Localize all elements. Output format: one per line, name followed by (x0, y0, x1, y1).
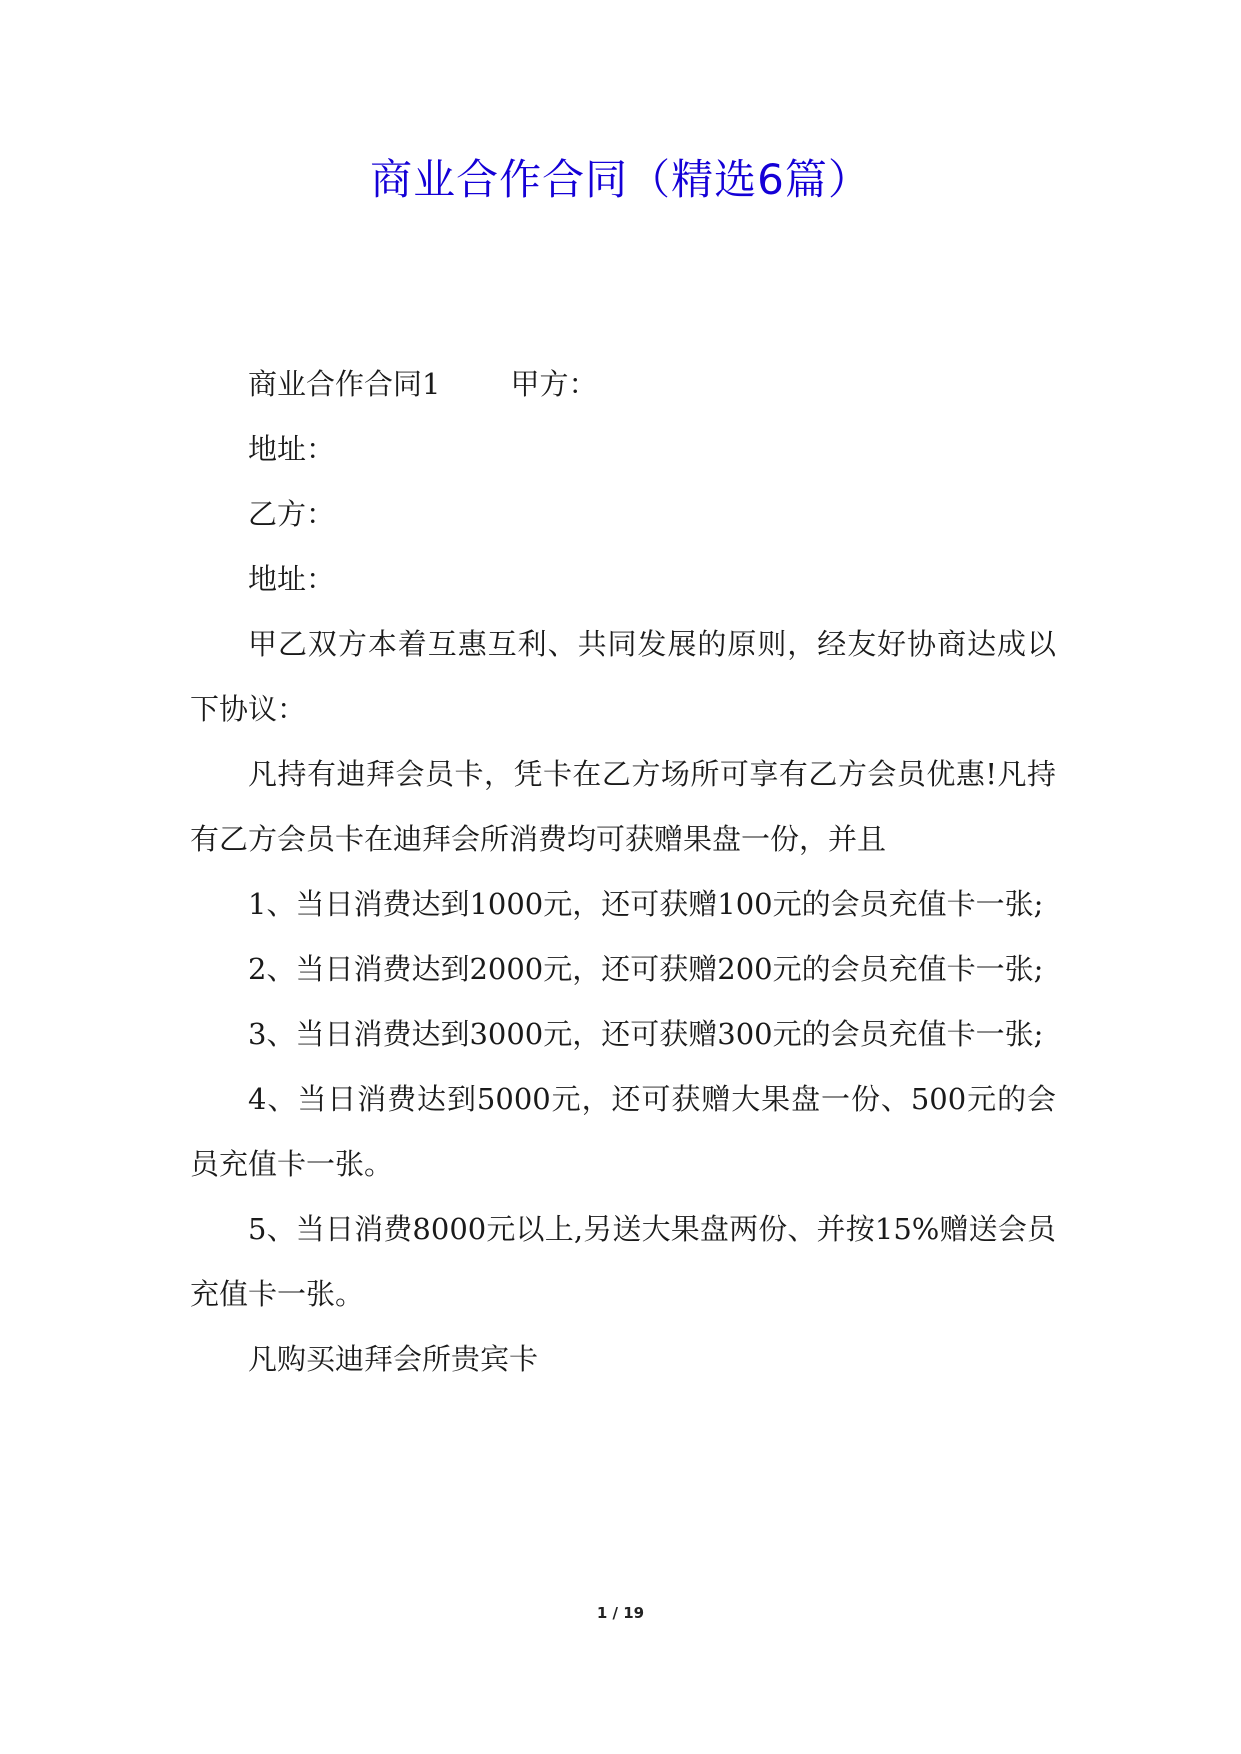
document-body (190, 352, 1056, 1392)
contract-heading-line (190, 352, 1056, 417)
clause-3: 3、当日消费达到3000元，还可获赠300元的会员充值卡一张; (248, 1017, 1044, 1051)
document-title: 商业合作合同（精选6篇） (370, 155, 871, 204)
party-a-label: 甲方： (510, 367, 598, 401)
member-benefit-paragraph: 凡持有迪拜会员卡，凭卡在乙方场所可享有乙方会员优惠!凡持有乙方会员卡在迪拜会所消费均可获赠果盘一份，并且 (190, 757, 1056, 856)
vip-card-paragraph: 凡购买迪拜会所贵宾卡 (248, 1342, 539, 1376)
party-a-address: 地址： (248, 432, 336, 466)
agreement-intro: 甲乙双方本着互惠互利、共同发展的原则，经友好协商达成以下协议： (190, 627, 1056, 726)
clause-1: 1、当日消费达到1000元，还可获赠100元的会员充值卡一张; (248, 887, 1044, 921)
party-b-address: 地址： (248, 562, 336, 596)
contract-number-label: 商业合作合同1 (248, 367, 441, 401)
clause-5: 5、当日消费8000元以上,另送大果盘两份、并按15%赠送会员充值卡一张。 (190, 1212, 1056, 1311)
clause-4: 4、当日消费达到5000元，还可获赠大果盘一份、500元的会员充值卡一张。 (190, 1082, 1056, 1181)
page-number: 1 / 19 (596, 1604, 645, 1622)
party-b-label: 乙方： (248, 497, 336, 531)
clause-2: 2、当日消费达到2000元，还可获赠200元的会员充值卡一张; (248, 952, 1044, 986)
